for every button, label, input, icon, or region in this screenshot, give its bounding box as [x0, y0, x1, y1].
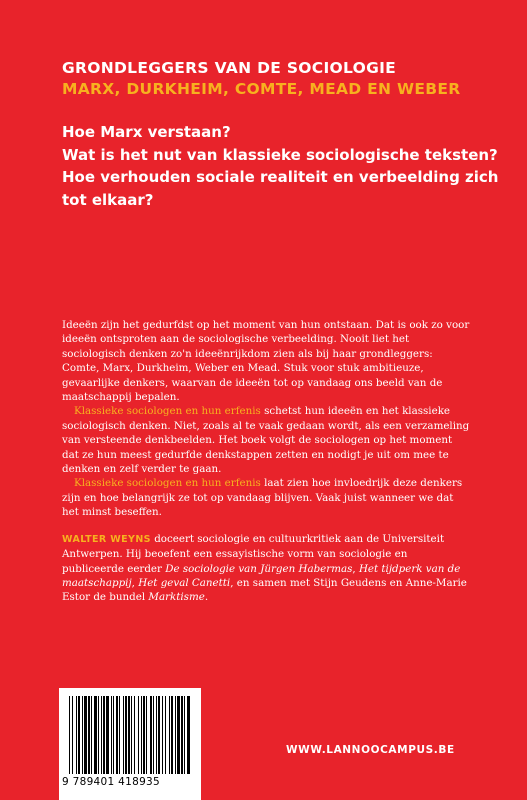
blurb-paragraph-3-text: laat zien hoe invloedrijk deze denkers zijn en hoe belangrijk ze tot op vandaag blijven. Vaak juist wanneer we dat het minst beseffen. [62, 477, 463, 519]
separator: . [204, 591, 209, 604]
barcode-bar [146, 696, 147, 774]
barcode-bar [116, 696, 118, 774]
author-name: WALTER WEYNS [62, 533, 151, 545]
barcode-bar [76, 696, 77, 774]
barcode-bar [119, 696, 120, 774]
barcode-bar [165, 696, 166, 774]
barcode-bar [103, 696, 105, 774]
barcode-bar [111, 696, 112, 774]
work-title: Het geval Canetti [138, 576, 231, 589]
barcode-bar [82, 696, 83, 774]
publisher-url: WWW.LANNOOCAMPUS.BE [286, 744, 455, 756]
blurb-paragraph-3 [62, 476, 472, 519]
cover-header [62, 58, 461, 100]
barcode-bar [150, 696, 152, 774]
series-title: GRONDLEGGERS VAN DE SOCIOLOGIE [62, 59, 397, 77]
series-subtitle: MARX, DURKHEIM, COMTE, MEAD EN WEBER [62, 80, 461, 98]
book-title-ref: Klassieke sociologen en hun erfenis [74, 477, 261, 490]
barcode-bar [171, 696, 173, 774]
work-title: Het tijdperk van de maatschappij [62, 562, 461, 589]
barcode-bar [91, 696, 92, 774]
barcode-bar [98, 696, 99, 774]
barcode-bar [128, 696, 130, 774]
blurb [62, 318, 472, 605]
barcode-bar [175, 696, 176, 774]
barcode-bar [123, 696, 124, 774]
barcode-bar [156, 696, 157, 774]
barcode-bar [184, 696, 185, 774]
barcode-bar [187, 696, 190, 774]
barcode-bar [84, 696, 87, 774]
barcode-bar [113, 696, 114, 774]
barcode-bar [158, 696, 160, 774]
question-2: Wat is het nut van klassieke sociologische teksten? [62, 145, 498, 164]
barcode-bar [88, 696, 90, 774]
work-title: De sociologie van Jürgen Habermas [165, 562, 353, 575]
blurb-paragraph-1: Ideeën zijn het gedurfdst op het moment van hun ontstaan. Dat is ook zo voor ideeën ontsproten aan de sociologische verbeelding. Nooit liet het sociologisch denken zo'n ideeënrijkdom zien als bij haar grondleggers: Comte, Marx, Durkheim, Weber en Mead. Stuk voor stuk ambitieuze, gevaarlijke denkers, waarvan de ideeën tot op vandaag ons beeld van de maatschappij bepalen. [62, 319, 470, 404]
barcode-bar [138, 696, 139, 774]
barcode-digits: 9 789401 418935 [62, 776, 161, 788]
separator: , [352, 562, 359, 575]
barcode-bar [177, 696, 180, 774]
barcode [59, 688, 201, 800]
blurb-paragraph-2-text: schetst hun ideeën en het klassieke sociologisch denken. Niet, zoals al te vaak gedaan wordt, als een verzameling van versteende denkbeelden. Het boek volgt de sociologen op het moment dat ze hun meest gedurfde denkstappen zetten en nodigt je uit om mee te denken en zelf verder te gaan. [62, 405, 470, 476]
author-bio [62, 532, 472, 605]
author-bio-text: doceert sociologie en cultuurkritiek aan de Universiteit Antwerpen. Hij beoefent een essayistische vorm van sociologie en publiceerde eerder [62, 532, 445, 575]
barcode-bar [78, 696, 80, 774]
barcode-bar [141, 696, 142, 774]
barcode-bar [106, 696, 109, 774]
barcode-bar [143, 696, 145, 774]
barcode-bar [134, 696, 135, 774]
author-bio-text: , en samen met Stijn Geudens en Anne-Marie Estor de bundel [62, 576, 467, 604]
question-3: Hoe verhouden sociale realiteit en verbeelding zich tot elkaar? [62, 168, 499, 209]
barcode-bar [162, 696, 163, 774]
barcode-bar [101, 696, 102, 774]
book-title-ref: Klassieke sociologen en hun erfenis [74, 405, 261, 418]
barcode-bar [131, 696, 132, 774]
barcode-bar [181, 696, 183, 774]
questions-block [62, 121, 502, 211]
barcode-bar [125, 696, 127, 774]
barcode-bar [153, 696, 154, 774]
work-title: Marktisme [148, 591, 205, 604]
barcode-bar [169, 696, 170, 774]
blurb-paragraph-2 [62, 404, 472, 476]
separator: , [131, 576, 139, 589]
question-1: Hoe Marx verstaan? [62, 123, 231, 141]
barcode-bar [69, 696, 70, 774]
barcode-bar [72, 696, 73, 774]
barcode-bar [94, 696, 97, 774]
